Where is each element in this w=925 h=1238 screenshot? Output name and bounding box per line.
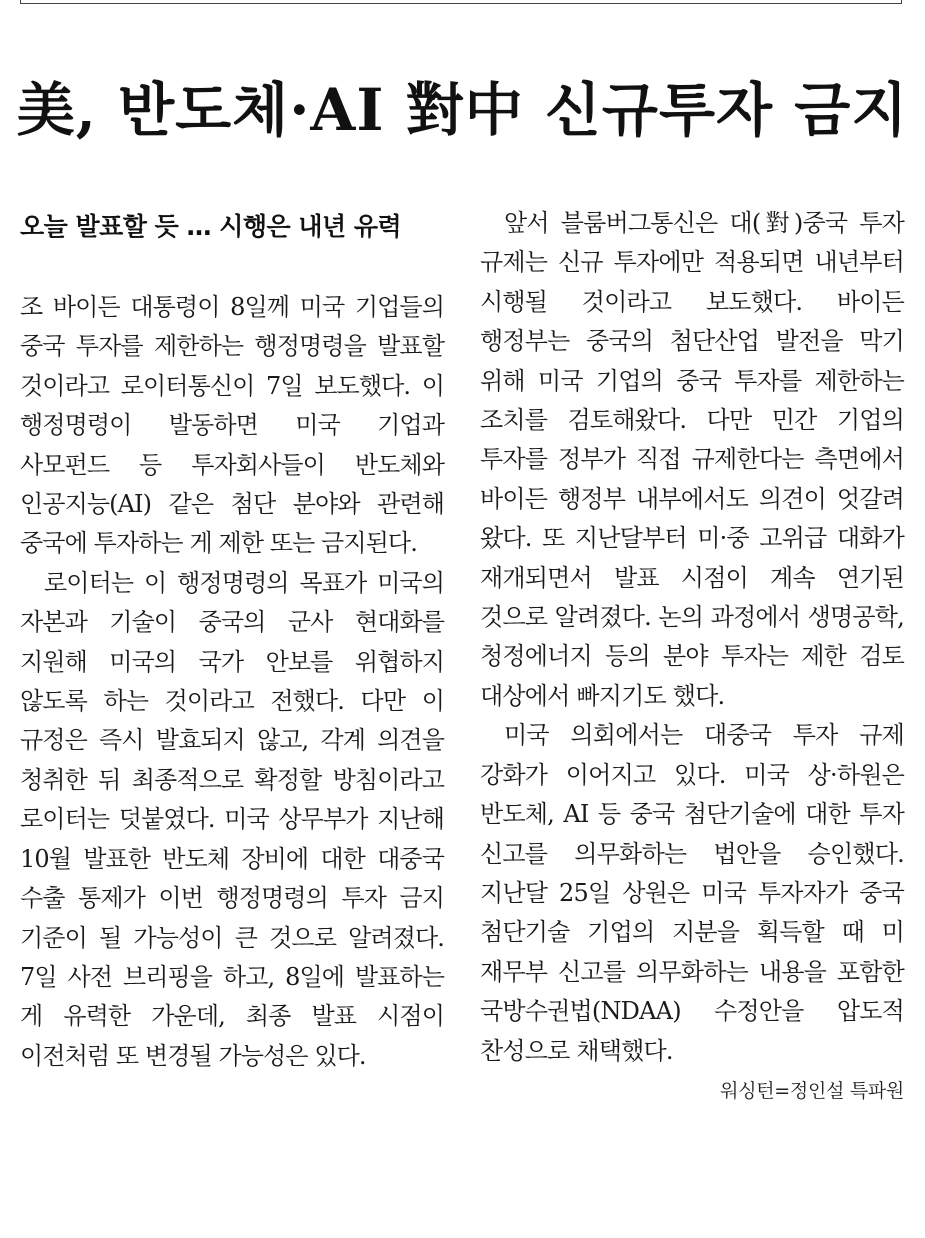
article-paragraph-4: 미국 의회에서는 대중국 투자 규제 강화가 이어지고 있다. 미국 상·하원은 반도체, AI 등 중국 첨단기술에 대한 투자 신고를 의무화하는 법안을 승인했다. 지난달 25일 상원은 미국 투자자가 중국 첨단기술 기업의 지분을 획득할 때 미 재무부 신고를 의무화하는 내용을 포함한 국방수권법(NDAA) 수정안을 압도적 찬성으로 채택했다. — [480, 721, 904, 1065]
article-paragraph-3: 앞서 블룸버그통신은 대(對)중국 투자 규제는 신규 투자에만 적용되면 내년부터 시행될 것이라고 보도했다. 바이든 행정부는 중국의 첨단산업 발전을 막기 위해 미국 기업의 중국 투자를 제한하는 조치를 검토해왔다. 다만 민간 기업의 투자를 정부가 직접 규제한다는 측면에서 바이든 행정부 내부에서도 의견이 엇갈려 왔다. 또 지난달부터 미·중 고위급 대화가 재개되면서 발표 시점이 계속 연기된 것으로 알려졌다. 논의 과정에서 생명공학, 청정에너지 등의 분야 투자는 제한 검토 대상에서 빠지기도 했다. — [480, 209, 904, 710]
article-column-left — [20, 204, 444, 1076]
article-paragraph-2: 로이터는 이 행정명령의 목표가 미국의 자본과 기술이 중국의 군사 현대화를 지원해 미국의 국가 안보를 위협하지 않도록 하는 것이라고 전했다. 다만 이 규정은 즉시 발효되지 않고, 각계 의견을 청취한 뒤 최종적으로 확정할 방침이라고 로이터는 덧붙였다. 미국 상무부가 지난해 10월 발표한 반도체 장비에 대한 대중국 수출 통제가 이번 행정명령의 투자 금지 기준이 될 가능성이 큰 것으로 알려졌다. 7일 사전 브리핑을 하고, 8일에 발표하는 게 유력한 가운데, 최종 발표 시점이 이전처럼 또 변경될 가능성은 있다. — [20, 568, 444, 1070]
top-frame-rule — [20, 0, 902, 4]
byline: 워싱턴=정인설 특파원 — [720, 1079, 904, 1102]
subheadline: 오늘 발표할 듯 … 시행은 내년 유력 — [20, 212, 402, 241]
article-paragraph-1: 조 바이든 대통령이 8일께 미국 기업들의 중국 투자를 제한하는 행정명령을 발표할 것이라고 로이터통신이 7일 보도했다. 이 행정명령이 발동하면 미국 기업과 사모펀드 등 투자회사들이 반도체와 인공지능(AI) 같은 첨단 분야와 관련해 중국에 투자하는 게 제한 또는 금지된다. — [20, 293, 444, 558]
article-column-right — [480, 204, 904, 1105]
headline: 美, 반도체·AI 對中 신규투자 금지 — [16, 76, 909, 144]
